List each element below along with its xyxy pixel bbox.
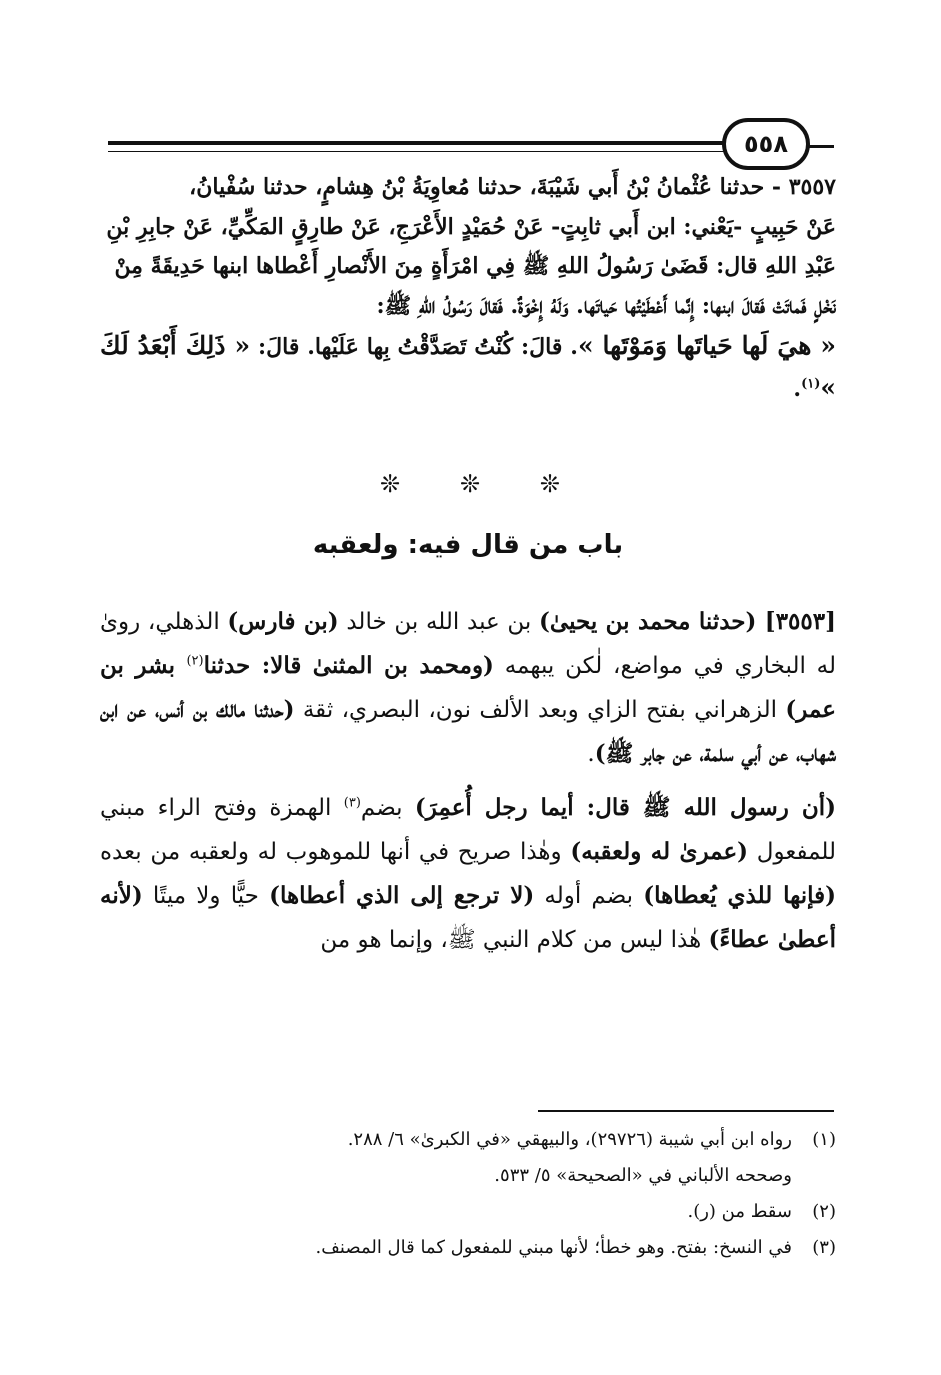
text-span: هٰذا ليس من كلام النبي ﷺ، وإنما هو من — [320, 927, 709, 953]
hadith-line-4: نَخْلٍ فَماتَتْ فَقالَ ابنها: إِنَّما أَعْطَيْتُها حَياتَها. وَلَهُ إِخْوَةٌ. فَقالَ رَسُولُ اللهِ ﷺ: — [376, 292, 836, 319]
page-number: ٥٥٨ — [722, 118, 810, 170]
bold-span: بشر بن عمر) — [100, 652, 837, 723]
footnote-line: سقط من (ر). — [687, 1201, 792, 1222]
hadith-line-3: عَبْدِ اللهِ قال: قَضَىٰ رَسُولُ اللهِ ﷺ فِي امْرَأَةٍ مِنَ الأَنْصارِ أَعْطاها ابنها حَدِيقَةً مِنْ — [114, 253, 836, 279]
footnote-3 — [100, 1230, 836, 1266]
text-span: وهٰذا صريح في أنها للموهوب له ولعقبه من بعده — [100, 839, 571, 865]
footnote-ref-2: (٢) — [186, 653, 204, 669]
footnote-line: رواه ابن أبي شيبة (٢٩٧٢٦)، والبيهقي «في الكبرىٰ» ٦/ ٢٨٨. — [347, 1129, 792, 1150]
footnote-line: وصححه الألباني في «الصحيحة» ٥/ ٥٣٣. — [494, 1165, 792, 1186]
prophet-quote-1: « هيَ لَها حَياتَها وَمَوْتَها » — [577, 331, 836, 360]
commentary-text — [100, 600, 836, 962]
bold-span: (أن رسول الله ﷺ قال: أيما رجل أُعمِرَ) — [414, 794, 837, 821]
hadith-end-period: . — [793, 375, 802, 402]
bold-span: (حدثنا مالك بن أنس، عن ابن شهاب، عن أبي سلمة، عن جابر ﷺ) — [100, 696, 836, 767]
bold-span: (لا ترجع إلى الذي أعطاها) — [269, 882, 535, 909]
text-span: الذهلي، رویٰ له البخاري في مواضع، لٰكن يبهمه — [100, 609, 836, 679]
footnote-text — [100, 1194, 792, 1230]
commentary-paragraph-1 — [100, 600, 836, 776]
star-ornament-icon: ❊ — [380, 470, 401, 498]
footnote-1 — [100, 1122, 836, 1194]
bold-span: (ومحمد بن المثنىٰ قالا: حدثنا — [203, 652, 494, 679]
footnote-2 — [100, 1194, 836, 1230]
bold-span: (عمرىٰ له ولعقبه) — [570, 838, 749, 865]
text-span: حيًّا ولا ميتًا — [142, 883, 270, 909]
footnote-ref-1: (١) — [801, 376, 821, 392]
footnotes — [100, 1122, 836, 1266]
bold-span: (بن فارس) — [227, 608, 339, 635]
hadith-text — [100, 168, 836, 409]
hadith-narration: . قالَ: كُنْتُ تَصَدَّقْتُ بِها عَلَيْها. قالَ: — [250, 334, 578, 360]
footnote-ref-3: (٣) — [343, 795, 361, 811]
header-rule-thick — [108, 141, 730, 145]
star-ornament-icon: ❊ — [459, 470, 481, 498]
chapter-title: باب من قال فيه: ولعقبه — [312, 530, 624, 560]
footnote-number: (١) — [812, 1129, 836, 1150]
section-separator — [380, 470, 560, 498]
star-ornament-icon: ❊ — [539, 470, 560, 498]
bold-span: (لأنه أعطىٰ عطاءً) — [100, 882, 836, 953]
text-span: بضم أوله — [534, 883, 644, 909]
commentary-paragraph-2 — [100, 786, 836, 962]
header-rule-right — [808, 145, 834, 148]
text-span: الهمزة وفتح الراء مبني للمفعول — [100, 795, 836, 865]
footnote-text — [100, 1122, 792, 1194]
bold-span: [٣٥٥٣] (حدثنا محمد بن يحيىٰ) — [539, 608, 836, 635]
footnote-separator — [538, 1110, 834, 1112]
header-rule-thin — [108, 151, 730, 152]
hadith-last-paragraph — [100, 326, 836, 409]
text-span: بن عبد الله بن خالد — [338, 609, 540, 635]
footnote-number: (٣) — [812, 1237, 836, 1258]
footnote-number: (٢) — [812, 1201, 836, 1222]
text-span: . — [587, 741, 595, 767]
footnote-line: في النسخ: بفتح. وهو خطأ؛ لأنها مبني للمفعول كما قال المصنف. — [315, 1237, 792, 1258]
hadith-line-2: عَنْ حَبِيبٍ -يَعْني: ابن أَبي ثابِتٍ- عَنْ حُمَيْدٍ الأَعْرَجِ، عَنْ طارِقٍ المَكِّيِّ، عَنْ جابِرِ بْنِ — [106, 213, 836, 240]
hadith-line-1: ٣٥٥٧ - حدثنا عُثْمانُ بْنُ أَبي شَيْبَةَ، حدثنا مُعاوِيَةُ بْنُ هِشامٍ، حدثنا سُفْيانُ، — [189, 174, 836, 200]
prophet-quote-2: « ذَلِكَ أَبْعَدُ لَكَ » — [100, 331, 836, 402]
text-span: الزهراني بفتح الزاي وبعد الألف نون، البصري، ثقة — [294, 697, 786, 723]
text-span: بضم — [360, 795, 415, 821]
footnote-text — [100, 1230, 792, 1266]
bold-span: (فإنها للذي يُعطاها) — [643, 882, 836, 909]
